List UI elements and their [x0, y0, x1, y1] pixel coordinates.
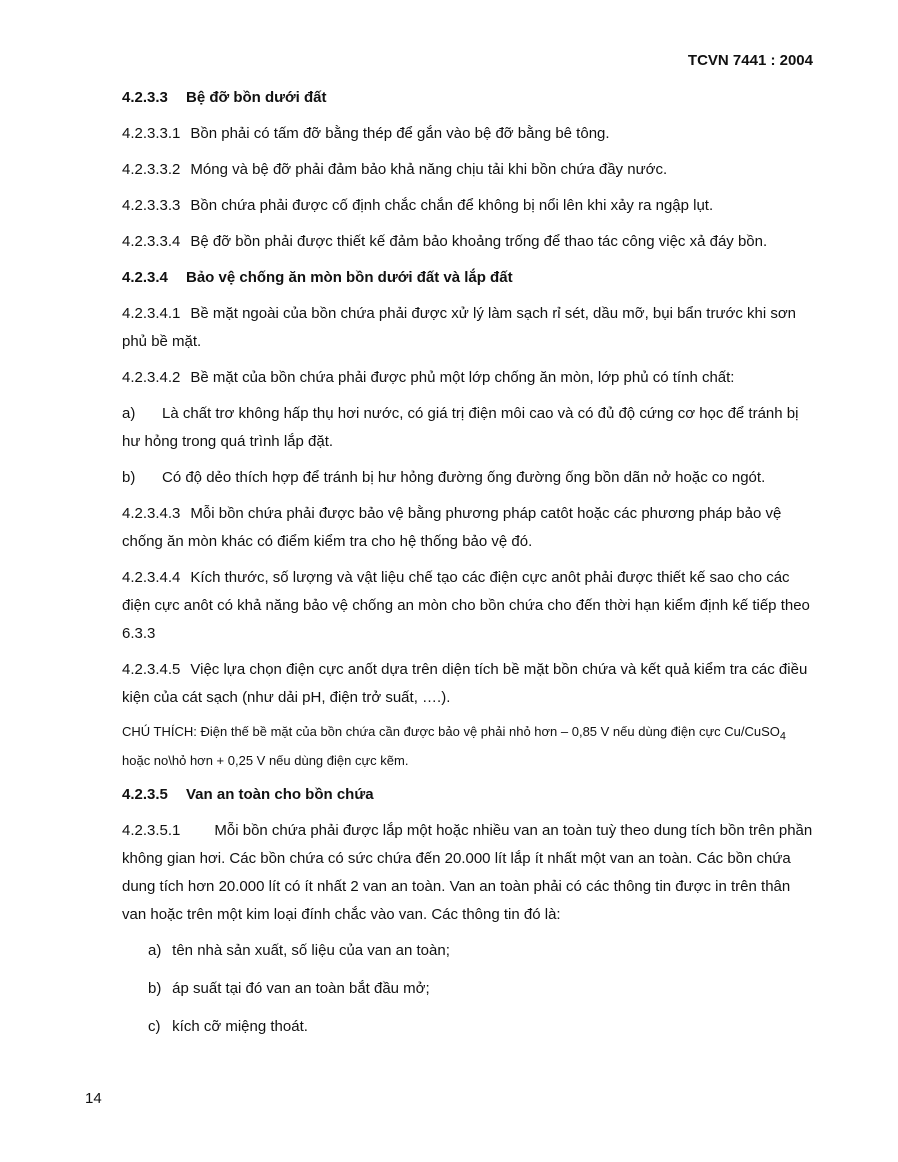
page-number: 14: [85, 1090, 102, 1107]
paragraph-4-2-3-4-1: [122, 300, 814, 356]
clause-text: Bề mặt ngoài của bồn chứa phải được xử lý làm sạch rỉ sét, dầu mỡ, bụi bẩn trước khi sơn phủ bề mặt.: [122, 305, 797, 350]
valve-info-list: [148, 937, 814, 1041]
list-item: [148, 937, 814, 965]
paragraph-4-2-3-4-2: [122, 364, 814, 392]
item-label: c): [148, 1017, 161, 1035]
item-text: tên nhà sản xuất, số liệu của van an toàn;: [172, 941, 450, 959]
item-text: Có độ dẻo thích hợp để tránh bị hư hỏng đường ống đường ống bồn dãn nở hoặc co ngót.: [162, 469, 766, 486]
section-number: 4.2.3.3: [122, 89, 168, 106]
paragraph-4-2-3-4-5: [122, 656, 814, 712]
item-text: kích cỡ miệng thoát.: [172, 1017, 308, 1035]
clause-text: Bề mặt của bồn chứa phải được phủ một lớp chống ăn mòn, lớp phủ có tính chất:: [190, 369, 735, 386]
section-title: Bệ đỡ bồn dưới đất: [186, 89, 327, 106]
item-label: b): [122, 469, 136, 486]
list-item: [148, 1013, 814, 1041]
document-code: TCVN 7441 : 2004: [687, 52, 813, 69]
clause-number: 4.2.3.5.1: [122, 821, 181, 839]
clause-number: 4.2.3.4.5: [122, 661, 181, 678]
clause-number: 4.2.3.3.3: [122, 197, 181, 214]
clause-text: Kích thước, số lượng và vật liệu chế tạo các điện cực anôt phải được thiết kế sao cho các điện cực anôt có khả năng bảo vệ chống an mòn cho bồn chứa cho đến thời hạn kiểm định kế tiếp theo 6.3.3: [122, 569, 810, 642]
paragraph-4-2-3-3-1: [122, 120, 814, 148]
paragraph-4-2-3-3-4: [122, 228, 814, 256]
clause-number: 4.2.3.4.1: [122, 305, 181, 322]
paragraph-4-2-3-4-4: [122, 564, 814, 648]
note-subscript: 4: [779, 730, 786, 743]
paragraph-4-2-3-3-2: [122, 156, 814, 184]
clause-text: Bồn phải có tấm đỡ bằng thép để gắn vào bệ đỡ bằng bê tông.: [190, 125, 610, 142]
paragraph-4-2-3-5-1: [122, 817, 814, 929]
item-label: a): [122, 405, 136, 422]
property-item-b: [122, 464, 814, 492]
paragraph-4-2-3-3-3: [122, 192, 814, 220]
section-heading-4-2-3-5: [122, 781, 814, 809]
clause-number: 4.2.3.3.2: [122, 161, 181, 178]
section-heading-4-2-3-4: [122, 264, 814, 292]
clause-text: Bồn chứa phải được cố định chắc chắn để không bị nổi lên khi xảy ra ngập lụt.: [190, 197, 714, 214]
section-heading-4-2-3-3: [122, 84, 814, 112]
clause-text: Mỗi bồn chứa phải được lắp một hoặc nhiều van an toàn tuỳ theo dung tích bồn trên phần không gian hơi. Các bồn chứa có sức chứa đến 20.000 lít lắp ít nhất một van an toàn. Các bồn chứa dung tích hơn 20.000 lít có ít nhất 2 van an toàn. Van an toàn phải có các thông tin được in trên thân van hoặc trên một kim loại đính chắc vào van. Các thông tin đó là:: [122, 821, 813, 923]
item-text: áp suất tại đó van an toàn bắt đầu mở;: [172, 979, 430, 997]
clause-text: Móng và bệ đỡ phải đảm bảo khả năng chịu tải khi bồn chứa đầy nước.: [190, 161, 668, 178]
item-label: a): [148, 941, 162, 959]
clause-text: Mỗi bồn chứa phải được bảo vệ bằng phương pháp catôt hoặc các phương pháp bảo vệ chống ăn mòn khác có điểm kiểm tra cho hệ thống bảo vệ đó.: [122, 505, 782, 550]
section-title: Van an toàn cho bồn chứa: [186, 785, 374, 803]
clause-number: 4.2.3.3.1: [122, 125, 181, 142]
list-item: [148, 975, 814, 1003]
note-text-part1: CHÚ THÍCH: Điện thế bề mặt của bồn chứa cần được bảo vệ phải nhỏ hơn – 0,85 V nếu dùng điện cực Cu/CuSO: [122, 724, 780, 739]
note-paragraph: [122, 720, 814, 773]
item-text: Là chất trơ không hấp thụ hơi nước, có giá trị điện môi cao và có đủ độ cứng cơ học để tránh bị hư hỏng trong quá trình lắp đặt.: [122, 405, 799, 450]
clause-number: 4.2.3.4.4: [122, 569, 181, 586]
clause-number: 4.2.3.3.4: [122, 233, 181, 250]
section-number: 4.2.3.5: [122, 785, 168, 803]
property-item-a: [122, 400, 814, 456]
page-content: [122, 84, 814, 1051]
clause-number: 4.2.3.4.2: [122, 369, 181, 386]
paragraph-4-2-3-4-3: [122, 500, 814, 556]
clause-number: 4.2.3.4.3: [122, 505, 181, 522]
section-title: Bảo vệ chống ăn mòn bồn dưới đất và lắp đất: [186, 269, 513, 286]
item-label: b): [148, 979, 162, 997]
clause-text: Việc lựa chọn điện cực anốt dựa trên diện tích bề mặt bồn chứa và kết quả kiểm tra các điều kiện của cát sạch (như dải pH, điện trở suất, ….).: [122, 661, 808, 706]
section-number: 4.2.3.4: [122, 269, 168, 286]
clause-text: Bệ đỡ bồn phải được thiết kế đảm bảo khoảng trống để thao tác công việc xả đáy bồn.: [190, 233, 768, 250]
note-text-part2: hoặc no\hỏ hơn + 0,25 V nếu dùng điện cực kẽm.: [122, 752, 409, 768]
